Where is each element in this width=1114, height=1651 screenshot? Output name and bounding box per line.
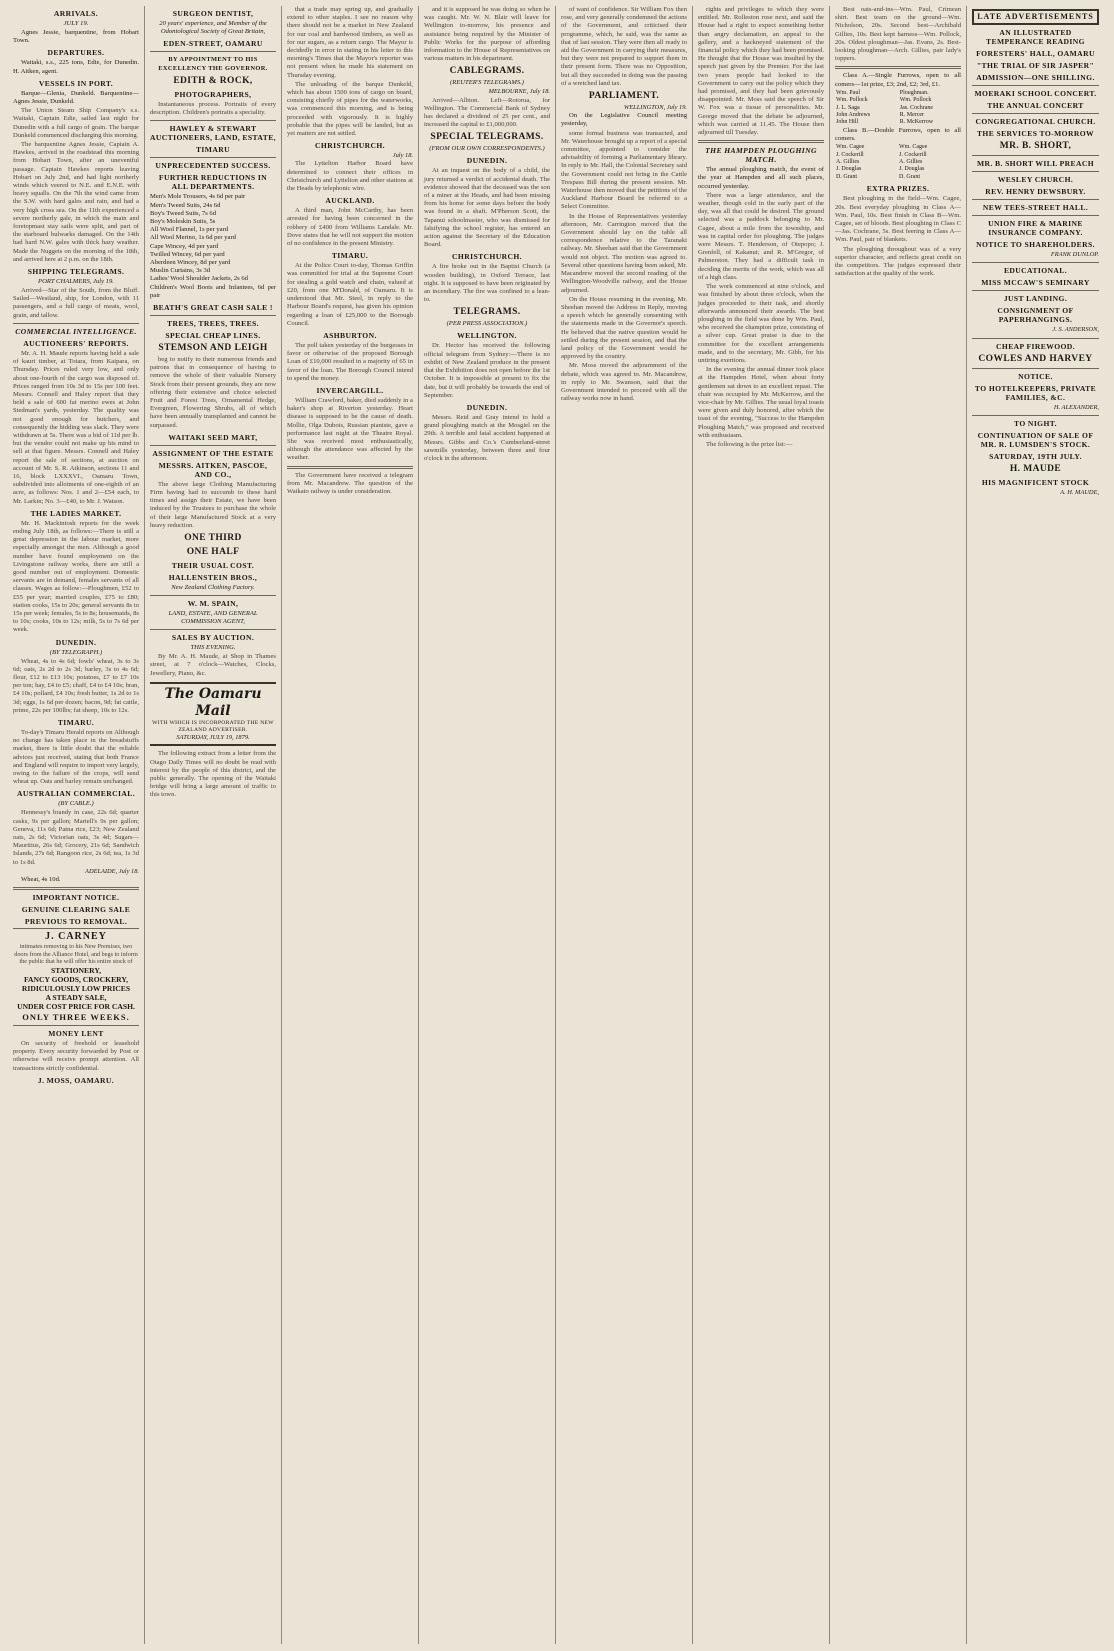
price-item: All Wool Flannel, 1s per yard [150,226,229,234]
table-cell: D. Grant [836,173,857,180]
sales-heading: SALES BY AUCTION. [171,633,255,643]
dewsbury-line: REV. HENRY DEWSBURY. [985,187,1086,197]
table-cell: Wm. Paul [836,89,860,96]
steady-sale-line: A STEADY SALE, [45,993,107,1003]
australian-heading: AUSTRALIAN COMMERCIAL. [16,789,136,799]
column-1 [8,6,145,1644]
assignment-text: The above large Clothing Manufacturing Firm having had to succumb to these hard times and assign their Estate, we have been induced by the Trustees to purchase the whole of their large Manufactured Stock at a very heavy reduction. [150,480,276,529]
table-cell: R. McKerrow [899,119,934,126]
christchurch-heading: CHRISTCHURCH. [452,252,522,262]
carney-intro: intimates removing to his New Premises, two doors from the Alliance Hotel, and begs to inform the public that he will offer his entire stock of [14,943,138,966]
price-item: Ladies' Wool Shoulder Jackets, 2s 6d [150,275,248,283]
extra-prizes-text: Best ploughing in the field—Wm. Cagee, 20s. Best everyday ploughing in Class A—Wm. Paul, 10s. Best finish in Class B—Wm. Cagee, set of bloods. Best ploughing in Class C—Jas. Cochrane, 5s. Best feering in Class A—Wm. Paul, pair of blankets. [835,195,961,244]
saturday-line: SATURDAY, 19TH JULY. [989,451,1082,461]
table-cell: Wm. Pollock [899,97,932,104]
masthead [150,682,276,747]
timaru-line: TIMARU [195,145,231,155]
cablegrams-text: Arrived—Albion. Left—Rotorua, for Wellington. The Commercial Bank of Sydney has declared a dividend of 25 per cent., and increased the capital to £1,000,000. [424,96,550,129]
moss-signature: J. MOSS, OAMARU. [37,1075,115,1085]
maude-name: H. MAUDE [1009,463,1062,474]
table-row [835,144,961,151]
wellington-heading: WELLINGTON. [457,331,517,341]
dunedin-2-text: Messrs. Reid and Gray intend to hold a grand ploughing match at the Mosgiel on the 29th. A terrible and fatal accident happened at Messrs. Gibbs and Co.'s Cumberland-street sawmills yesterday, between three and four o'clock in the afternoon. [424,413,550,462]
vessels-text: Barque—Glenia, Dunkeld. Barquentine—Agnes Jessie, Dunkeld. [13,89,139,106]
australian-sub: (BY CABLE.) [58,800,94,808]
price-item: Cape Wincey, 4d per yard [150,242,219,250]
wheat-line: Wheat, 4s 10d. [21,876,61,884]
carney-name: J. CARNEY [45,931,107,943]
hampden-text-1: There was a large attendance, and the weather, though cold in the early part of the day, was all that could be desired. The ground selected was a paddock belonging to Mr. Cagee, about a mile from the township, and was in capital order for ploughing. The judges were Messrs. T. Henderson, of Otepopo; J. Grenfell, of Kakanui; and R. M'Gregor, of Palmerston. They had a difficult task in deciding the merits of the work, which was all of a high class. [698,191,824,281]
rock-sub: PHOTOGRAPHERS, [174,90,252,99]
low-prices-line: RIDICULOUSLY LOW PRICES [21,984,131,994]
one-third-line: ONE THIRD [184,533,242,544]
table-cell: Ploughman. [899,89,929,96]
table-row [835,159,961,166]
fancy-goods-line: FANCY GOODS, CROCKERY, [23,975,129,985]
money-lent-text: On security of freehold or leasehold property. Every security forwarded by Post or otherwise will receive prompt attention. All transactions strictly confidential. [13,1040,139,1072]
parliament-text-4: Mr. Moss moved the adjournment of the debate, which was agreed to. Mr. Macandrew, in reply to Mr. Swanson, said that the Government intended to proceed with all the railway works now in hand. [561,362,687,403]
special-lines: SPECIAL CHEAP LINES. [165,331,261,341]
cablegrams-heading: CABLEGRAMS. [449,66,525,77]
column-4-lead: and it is supposed he was doing so when he was caught. Mr. W. N. Blair will leave for Wellington to-morrow, his presence and assistance being required by the Minister of Public Works for the purpose of affording information to the House of Representatives on various matters in his department. [424,6,550,63]
firewood-heading: CHEAP FIREWOOD. [996,341,1075,351]
spain-sub: LAND, ESTATE, AND GENERAL COMMISSION AGENT, [168,610,258,626]
spain-heading: W. M. SPAIN, [187,599,239,609]
price-item: Aberdeen Wincey, 8d per yard [150,259,231,267]
column-7-lead: Best oats-and-ins—Wm. Paul, Crimean shirt. Best team on the ground—Wm. Nicholson, 20s. Second best—Archibald Gillies, 10s. Best kept harness—Wm. Pollock, 20s. Oldest ploughman—Jas. Evans, 2s. Best-looking ploughman—Arch. Gillies, pair lady's toppers. [835,6,961,63]
to-night-heading: TO NIGHT. [1014,418,1057,428]
mccaw-seminary: MISS MCCAW'S SEMINARY [981,278,1090,288]
table-row [835,119,961,126]
table-cell: J. Douglas [899,166,925,173]
departures-text: Waitaki, s.s., 225 tons, Edie, for Dunedin. H. Aitken, agent. [13,59,139,75]
price-item: Men's Tweed Suits, 24s 6d [150,201,221,209]
table-cell: Jas. Cochrane [899,104,934,111]
table-cell: J. Cockerill [836,151,864,158]
shipping-notes: The Union Steam Ship Company's s.s. Waitaki, Captain Edie, sailed last night for Dunedin with a full cargo of grain. The barque Dunkeld commenced discharging this morning. [13,107,139,139]
arrivals-heading: ARRIVALS. [53,9,99,18]
maude-signature: A. H. MAUDE, [1060,488,1099,496]
ashburton-heading: ASHBURTON. [323,330,377,340]
dunedin-text: Wheat, 4s to 4s 6d; fowls' wheat, 3s to 3s 6d; oats, 2s 2d to 2s 3d; barley, 3s to 4s 6d; flour, £12 to £13 10s; potatoes, £7 to £7 10s per ton; hay, £4 to £5; chaff, £4 to £4 10s; bran, £4 10s; pollard, £4 10s; fresh butter, 1s 2d to 1s 3d; eggs, 1s 6d per dozen; bacon, 9d; fat cattle, prime, 22s per 100lbs; fat sheep, 10s to 12s. [13,657,139,714]
telegrams-sub: (PER PRESS ASSOCIATION.) [446,320,528,328]
masthead-tagline: WITH WHICH IS INCORPORATED THE NEW ZEALAND ADVERTISER. [152,719,274,733]
dunedin-sub: (BY TELEGRAPH.) [49,648,103,656]
vessels-heading: VESSELS IN PORT. [38,78,114,88]
assignment-heading: ASSIGNMENT OF THE ESTATE [152,448,274,458]
parliament-text-2: In the House of Representatives yesterday afternoon, Mr. Carrington moved that the Government should lay on the table all correspondence relative to the Taranaki railway. Mr. Sheehan said that the Government would not object. The motion was agreed to. Several other questions having been asked, Mr. Macandrew moved the second reading of the Wellington-Woodville railway, and the House adjourned. [561,212,687,294]
late-advertisements-heading: LATE ADVERTISEMENTS [972,9,1099,25]
ashburton-text: The poll taken yesterday of the burgesses in favor or otherwise of the proposed Borough Loan of £10,000 resulted in a majority of 65 in favor of the loan. The Borough Council intend to spend the money. [287,341,413,382]
price-item: All Wool Merino, 1s 6d per yard [150,234,236,242]
table-cell: Wm. Pollock [836,97,868,104]
class-b-line: Class B.—Double Furrows, open to all comers. [835,126,961,143]
services-line: THE SERVICES TO-MORROW [976,129,1095,139]
hotelkeepers-line: TO HOTELKEEPERS, PRIVATE FAMILIES, &C. [974,383,1097,402]
extra-prizes-heading: EXTRA PRIZES. [866,184,930,194]
shipping-telegrams-heading: SHIPPING TELEGRAMS. [27,267,125,277]
hallenstein-line: HALLENSTEIN BROS., [168,573,258,583]
reductions-line: FURTHER REDUCTIONS IN ALL DEPARTMENTS. [158,173,268,192]
surgeon-address: EDEN-STREET, OAMARU [163,39,263,48]
auckland-text: A third man, John McCarthy, has been arrested for having been concerned in the robbery of £400 from Williams Landale. Mr. Dove states that he will not support the motion of no confidence in the present Ministry. [287,207,413,248]
auckland-heading: AUCKLAND. [325,196,375,206]
australian-text: Hennessy's brandy in case, 22s 6d; quarter casks, 9s per gallon; Martell's 9s per gallon; Geneva, 11s 6d; Patna rice, £23; New Zealand oats, 2s 6d; Victorian oats, 3s 4d; Sugars—Mauritius, 26s 6d; Grocery, 21s 6d; Sandwich Islands, 27s 6d; Rangoon rice, 2s 6d; tea, 1s 3d to 1s 8d. [13,809,139,866]
column-6-lead: rights and privileges to which they were entitled. Mr. Rolleston rose next, and said the House had a right to expect something better than angry declamation, an appeal to the gallery, and a hackneyed statement of the financial policy which they had been promised. He thought that the House was insulted by the speech just given by the Premier. For the last two years people had looked to the Government to carry out the policy which they had promised, and they had been grievously disappointed. Mr. Moss said the speech of Sir W. Fox was a tissue of personalities. Mr. George moved that the debate be adjourned, which was carried at 11.45. The House then adjourned till Tuesday. [698,6,824,137]
table-cell: A. Gillies [899,159,923,166]
anderson-signature: J. S. ANDERSON, [1052,326,1099,334]
table-cell: John Hill [836,119,859,126]
wellington-text: Dr. Hector has received the following official telegram from Sydney:—There is no exhibit of New Zealand produce in the present that the Exhibition does not open before the 1st October. It is impossible at present to fix the date, but it will probably be towards the end of September. [424,342,550,399]
christchurch-text: A fire broke out in the Baptist Church (a wooden building), in Oxford Terrace, last night. It is supposed to have been originated by an incendiary. The fire was confined to a lean-to. [424,263,550,304]
table-row [835,174,961,181]
foresters-hall: FORESTERS' HALL, OAMARU [976,49,1095,59]
hampden-text-3: In the evening the annual dinner took place at the Hampden Hotel, when about forty gentlemen sat down to an excellent repast. The chair was occupied by Mr. McKerrow, and the vice-chair by Mr. Gillies. The usual loyal toasts were given and duly honored, after which the toast of the evening, "Success to the Hampden Ploughing Match," was proposed and received with enthusiasm. [698,366,824,439]
parliament-text-1: some formal business was transacted, and Mr. Waterhouse brought up a report of a special committee, appointed to consider the advisability of forming a Parliamentary library. In reply to Mr. Hall, the Colonial Secretary said the Government could not bring in the Cattle Trespass Bill during the present session. Mr. Waterhouse then moved that the petitions of the Auckland Harbour Board be referred to a Select Committee. [561,129,687,211]
leader-text: The following extract from a letter from the Otago Daily Times will no doubt be read with interest by the people of this district, and the public generally. The opening of the Waitaki bridge will bring a large amount of traffic to this town. [150,750,276,799]
price-list [150,193,276,300]
column-3-tail: The Government have received a telegram from Mr. Macandrew. The question of the Waikato railway is under consideration. [287,471,413,495]
christchurch-heading: CHRISTCHURCH. [315,141,385,151]
parliament-lead: On the Legislative Council meeting yesterday, [561,112,687,128]
table-cell: J. Douglas [836,166,862,173]
factory-line: New Zealand Clothing Factory. [171,584,255,592]
price-item: Men's Mole Trousers, 4s 6d per pair [150,193,246,201]
column-5-lead: of want of confidence. Sir William Fox then rose, and very generally condemned the actions of the Government, and criticised their programme, which, he said, was the same as that of last session. They were then all ready to aid the Government in carrying their measures, but they were not prepared to support them in their present form. There was no Opposition, but all they succeeded in doing was the passing of a wretched land tax. [561,6,687,87]
arrivals-date: JULY 19. [63,20,89,27]
clearing-sale-line: GENUINE CLEARING SALE [21,905,131,915]
table-cell: R. Mercer [899,112,925,119]
usual-cost-line: THEIR USUAL COST. [171,561,255,571]
table-cell: A. Gillies [836,159,860,166]
price-item: Twilled Wincey, 6d per yard [150,250,225,258]
table-row [835,105,961,112]
column-7 [830,6,967,1644]
price-item: Muslin Curtains, 3s 3d [150,267,211,275]
column-3 [282,6,419,1644]
column-3-text: The unloading of the barque Dunkeld, which has about 1500 tons of cargo on board, consisting chiefly of pipes for the waterworks, was commenced this morning, and is being proceeded with vigorously. It is highly probable that the pipes will be landed, but as yet matters are not settled. [287,80,413,138]
sales-sub: THIS EVENING. [190,644,236,652]
arrivals-text: Agnes Jessie, barquentine, from Hobart Town. [13,29,139,45]
table-row [835,112,961,119]
hawley-stewart: HAWLEY & STEWART AUCTIONEERS, LAND, ESTATE, [150,124,276,143]
table-row [835,166,961,173]
money-lent-heading: MONEY LENT [48,1029,104,1039]
congregational-heading: CONGREGATIONAL CHURCH. [975,117,1096,127]
price-item: Boy's Tweed Suits, 7s 6d [150,209,216,217]
table-cell: John Andrews [836,112,871,119]
column-3-lead: that a trade may spring up, and gradually extend to other staples. I see no reason why there should not be a market in New Zealand for our coal and hardwood timbers, as well as for our sugars, as a return cargo. The Mayor is decidedly in error in stating in his letter to this morning's Times that the Mayor's reporter was not present when he made his statement on Thursday evening. [287,6,413,79]
rock-text: Instantaneous process. Portraits of every description. Children's portraits a speciality. [150,101,276,117]
aitken-pascoe: MESSRS. AITKEN, PASCOE, AND CO., [158,460,268,479]
unprecedented-line: UNPRECEDENTED SUCCESS. [155,161,271,171]
price-item: Children's Wool Boots and Infantees, 6d per pair [150,283,276,299]
three-weeks-line: ONLY THREE WEEKS. [22,1012,130,1023]
educational-heading: EDUCATIONAL. [1003,266,1068,276]
parliament-heading: PARLIAMENT. [588,91,660,102]
auctioneers-heading: AUCTIONEERS' REPORTS. [23,338,129,348]
cost-price-line: UNDER COST PRICE FOR CASH. [17,1002,135,1012]
hampden-text-4: The following is the prize list:— [706,440,793,448]
dunedin-2-heading: DUNEDIN. [466,402,508,412]
invercargill-heading: INVERCARGILL. [316,385,384,395]
auctioneers-text: Mr. A. H. Maude reports having held a sale of kauri timber, at Totara, from Kaipara, on Thursday. Prices ruled very low, and only about one-fourth of the cargo was disposed of. Prices ranged from 10s 3d to 15s per 100 feet. Messrs. Connell and Haley report that they held a sale of 600 fat merino ewes at John Stedman's yards, yesterday. The quality was not good enough for butchers, and consequently the bidding was slack. They were withdrawn at 5s. There was a bid of 11d per lb. but the vendor could not make up his mind to sell at that figure. Messrs. Connell and Haley report the sale of sections, at auction on account of Mr. S. R. Atkinson, sections 11 and 16, block LXXXVI., Oamaru Town, subdivided into allotments of one-eighth of an acre, as follows: Nos. 1 and 2—£54 each, to Mr. Larkin; No. 3—£40, to Mr. J. Watson. [13,349,139,505]
shareholders-notice: NOTICE TO SHAREHOLDERS. [976,240,1095,250]
table-cell: D. Grant [899,173,920,180]
telegrams-heading: TELEGRAMS. [453,307,521,318]
union-insurance: UNION FIRE & MARINE INSURANCE COMPANY. [988,219,1083,238]
sales-text: By Mr. A. H. Maude, at Shop in Thames street, at 7 o'clock—Watches, Clocks, Jewellery, Piano, &c. [150,653,276,677]
column-5 [556,6,693,1644]
admission-line: ADMISSION—ONE SHILLING. [976,73,1095,83]
trees-line: TREES, TREES, TREES. [167,319,259,329]
short-name: MR. B. SHORT, [999,141,1072,152]
carney-advert [13,928,139,1026]
timaru-heading: TIMARU. [331,251,369,261]
waitaki-seed-mart: WAITAKI SEED MART, [168,432,258,442]
special-telegrams-sub: (FROM OUR OWN CORRESPONDENTS.) [429,145,545,153]
adelaide-dateline: ADELAIDE, July 18. [85,867,139,875]
moeraki-heading: MOERAKI SCHOOL CONCERT. [974,89,1097,99]
parliament-dateline: WELLINGTON, July 19. [623,104,687,112]
masthead-date: SATURDAY, JULY 19, 1879. [176,734,250,742]
dunedin-text: At an inquest on the body of a child, the jury returned a verdict of accidental death. The evidence showed that the deceased was the son of a miner at the Heads, and had been missing from his home for some days before the body was found in a shaft. M'Pherson Scott, the Tapanui schoolmaster, who was dismissed for falsifying the school register, has entered an action against the Secretary of the Education Board. [424,167,550,249]
paperhangings-line: CONSIGNMENT OF PAPERHANGINGS. [997,306,1074,325]
surgeon-sub: 20 years' experience, and Member of the Odontological Society of Great Britain, [159,20,267,35]
timaru-heading: TIMARU. [57,718,95,728]
alexander-signature: H. ALEXANDER, [1053,403,1099,411]
special-telegrams-heading: SPECIAL TELEGRAMS. [430,132,544,143]
important-notice-heading: IMPORTANT NOTICE. [32,893,120,903]
rock-heading: EDITH & ROCK, [173,76,253,86]
previous-removal-line: PREVIOUS TO REMOVAL. [24,917,128,927]
timaru-text: At the Police Court to-day, Thomas Griffin was committed for trial at the Supreme Court for stealing a gold watch and chain, valued at £20, from one M'Donald, of Oamaru. It is understood that Mr. Steel, in reply to the Harbour Board's request, has given his opinion regarding a loan of £25,000 to the Borough Council. [287,262,413,327]
ladies-market-text: Mr. H. Mackintosh reports for the week ending July 18th, as follows:—There is still a great depression in the labour market, more especially amongst the men. Although a good number have found employment on the Livingstone railway works, there are still a good number out of employment. Domestic servants are in demand, females servants of all classes. Wages as follow:—Ploughmen, £52 to £55 per year; married couples, £75 to £80; station cooks, 15s to 20s; general servants 8s to 15s per week; females, 5s to 8s; housemaids, 8s to 10s; cooks, 10s to 12s; milk, 5s to 7s 6d per week. [13,519,139,634]
christchurch-text: The Lyttelton Harbor Board have determined to connect their offices in Christchurch and Lyttelton and other stations at the Heads by telephonic wire. [287,160,413,193]
column-2 [145,6,282,1644]
stemson-heading: STEMSON AND LEIGH [158,343,268,354]
departures-heading: DEPARTURES. [47,48,105,58]
wesley-heading: WESLEY CHURCH. [997,175,1074,185]
notice-heading: NOTICE. [1018,371,1053,381]
sir-jasper: "THE TRIAL OF SIR JASPER" [976,61,1095,71]
masthead-title: The Oamaru Mail [164,685,262,719]
dunedin-heading: DUNEDIN. [55,637,97,647]
beath-line: BEATH'S GREAT CASH SALE ! [153,303,273,313]
annual-concert: THE ANNUAL CONCERT [987,101,1084,111]
just-landing: JUST LANDING. [1003,294,1068,304]
invercargill-text: William Crawford, baker, died suddenly in a baker's shop at Riverton yesterday. Heart disease is supposed to be the cause of death. Mollie, Olga Dubois, Russian pianiste, gave a performance last night at the Theatre Royal. She was received most enthusiastically, although the attendance was affected by the weather. [287,396,413,462]
hampden-lead: The annual ploughing match, the event of the year at Hampden and all such places, occurred yesterday. [698,166,824,190]
short-preach: MR. B. SHORT WILL PREACH [976,159,1095,169]
tees-hall-heading: NEW TEES-STREET HALL. [982,203,1089,213]
column-8 [967,6,1104,1644]
magnificent-stock: HIS MAGNIFICENT STOCK [981,477,1090,487]
price-item: Boy's Moleskin Suits, 5s [150,218,216,226]
surgeon-heading: SURGEON DENTIST, [172,9,254,18]
hampden-text-2: The work commenced at nine o'clock, and was finished by about three o'clock, when the judges proceeded to their task, and shortly afterwards announced their awards. The best ploughing in the field was done by Wm. Paul, who received the champion prize, consisting of a silver cup. Great praise is due to the committee for the excellent arrangements made, and to the secretary, Mr. Gibb, for his untiring exertions. [698,283,824,364]
cablegrams-sub: (REUTER'S TELEGRAMS.) [450,79,524,87]
hampden-heading: THE HAMPDEN PLOUGHING MATCH. [705,146,817,165]
shipping-telegrams-text: Arrived—Star of the South, from the Bluff. Sailed—Westland, ship, for London, with 11 passengers, and a full cargo of meats, wool, grain, and tallow. [13,287,139,319]
cowles-harvey: COWLES AND HARVEY [978,353,1093,364]
stationery-line: STATIONERY, [50,966,102,976]
results-table [835,90,961,127]
table-row [835,90,961,97]
ladies-market-heading: THE LADIES MARKET. [30,508,122,518]
table-row [835,152,961,159]
table-cell: Wm. Cagee [899,144,928,151]
table-row [835,97,961,104]
agnes-jessie-report: The barquentine Agnes Jessie, Captain A. Hawkes, arrived in the roadstead this morning from Hobart Town, after an uneventful passage. Captain Hawkes reports leaving Hobart on July 2nd, and had light northerly winds which veered to N.E. and E.N.E. with heavy squalls. On the 7th the wind came from the S.W. with hard gales and rain, and had a very high cross sea. On the 11th experienced a severe northerly gale, in which the main and foretopmast stay sails were split, and part of the starboard bulwarks damaged. On the 14th had hard N.W. gales with thick hazy weather. Made the Nuggets on the morning of the 18th, and arrived here at 2 p.m. on the 18th. [13,141,139,263]
dunlop-signature: FRANK DUNLOP. [1050,251,1099,259]
temperance-heading: AN ILLUSTRATED TEMPERANCE READING [986,28,1085,47]
class-a-line: Class A.—Single Furrows, open to all comers—1st prize, £3; 2nd, £2; 3rd, £1. [835,72,961,88]
dunedin-heading: DUNEDIN. [466,156,508,166]
christchurch-dateline: July 18. [392,152,413,160]
stemson-text: beg to notify to their numerous friends and patrons that in consequence of having to remove the whole of their valuable Nursery Stock from their present grounds, they are now offering their extensive and choice selected Fruit and Forest Trees, Ornamental Hedge, Evergreen, Flowering Shrubs, all of which have been annually transplanted and cannot be surpassed. [150,356,276,429]
excellency-line: BY APPOINTMENT TO HIS EXCELLENCY THE GOVERNOR. [158,56,268,72]
cablegrams-dateline: MELBOURNE, July 18. [488,88,550,96]
one-half-line: ONE HALF [186,547,240,558]
column-7-tail: The ploughing throughout was of a very superior character, and reflects great credit on the competitors. The judges expressed their satisfaction at the quality of the work. [835,245,961,278]
table-cell: J. Cockerill [899,151,927,158]
shipping-telegrams-sub: PORT CHALMERS, July 19. [38,278,114,286]
commercial-heading: COMMERCIAL INTELLIGENCE. [15,326,137,336]
table-cell: J. L. Saga [836,104,860,111]
parliament-text-3: On the House resuming in the evening, Mr. Sheehan moved the Address in Reply, moving a speech which he generally consenting with the statements made in the Governor's speech. He believed that the native question would be settled during the present session, and that the land policy of the Government would be approved by the country. [561,295,687,361]
column-4 [419,6,556,1644]
timaru-text: To-day's Timaru Herald reports on Although no change has taken place in the breadstuffs market, there is little doubt that the reliable advices just received, stating that both France and England will require to import very largely, owing to the failure of the crops, will send wheat up. Oats and barley remain unchanged. [13,729,139,786]
table-cell: Wm. Cagee [836,144,865,151]
continuation-line: CONTINUATION OF SALE OF MR. R. LUMSDEN'S STOCK. [977,430,1094,449]
results-table-b [835,144,961,181]
column-6 [693,6,830,1644]
